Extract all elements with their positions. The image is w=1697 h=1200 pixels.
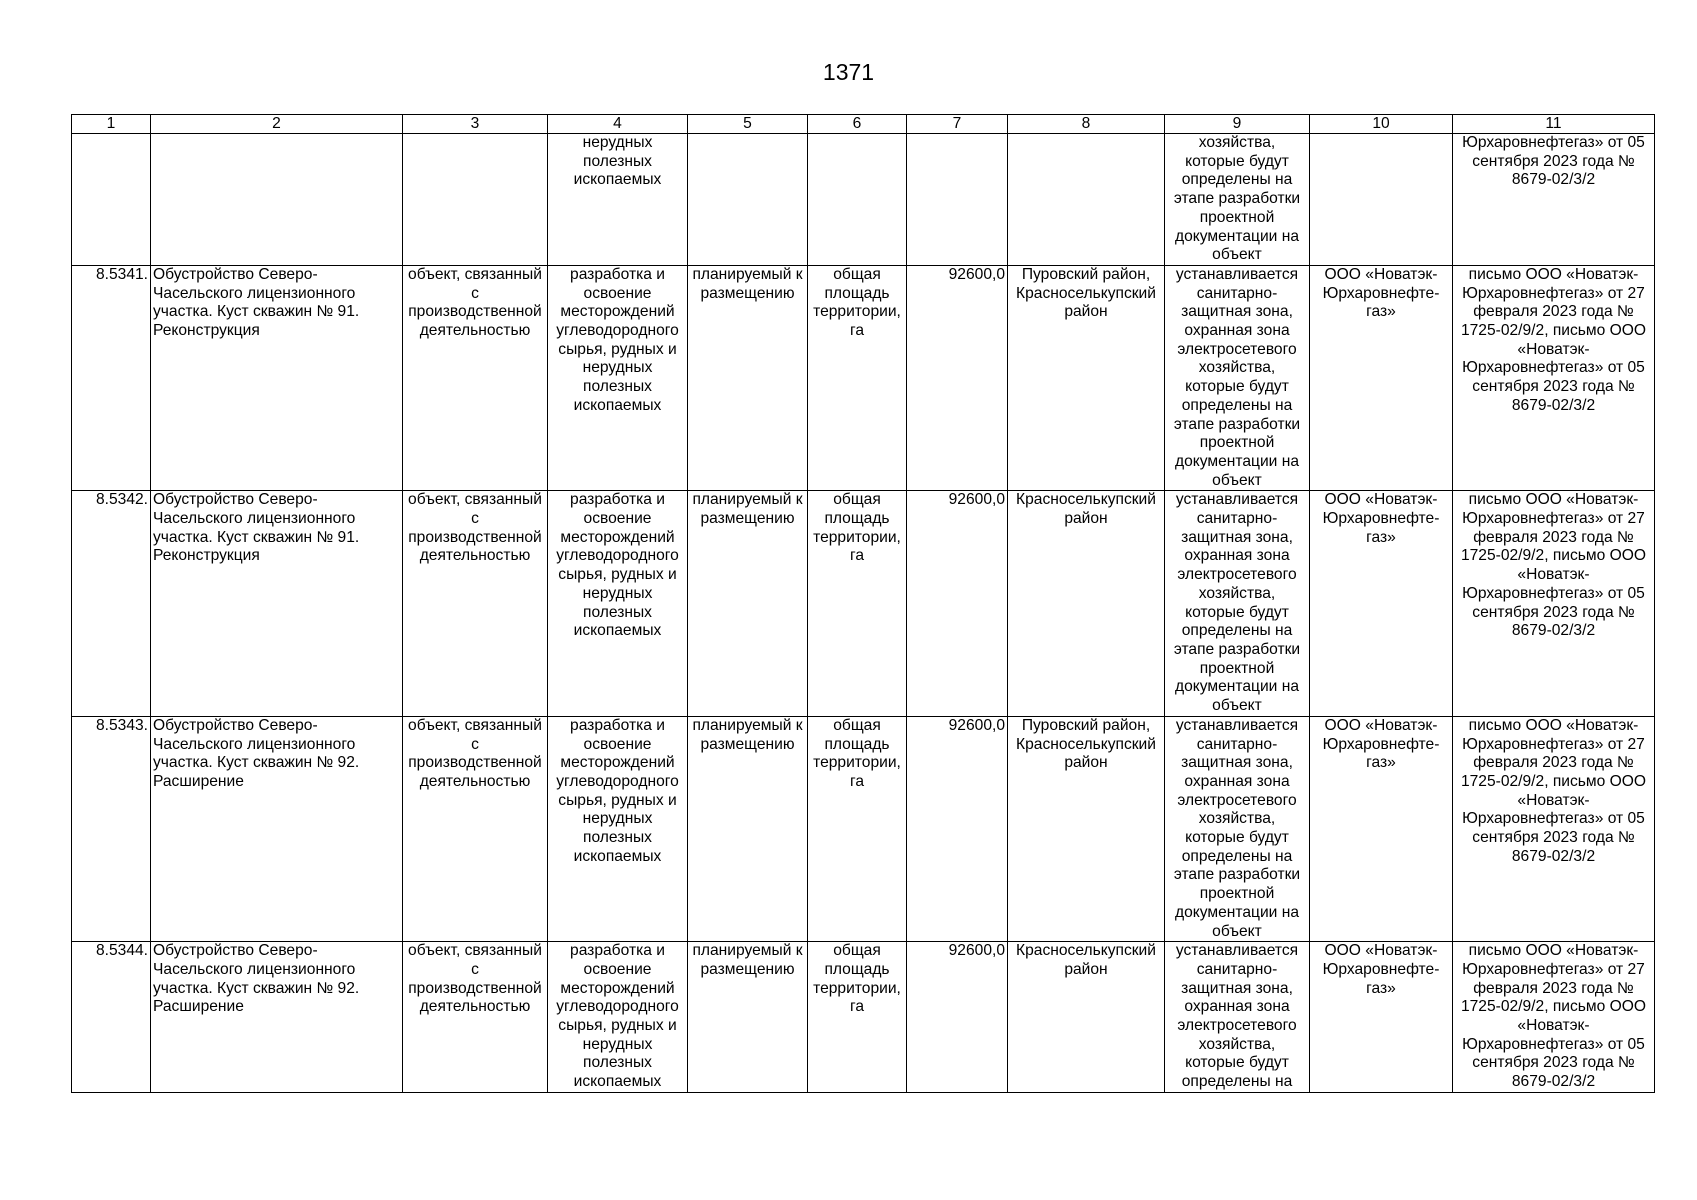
cell-value: 92600,0 [907,716,1008,941]
column-number: 7 [907,115,1008,134]
cell-object-name: Обустройство Северо-Часельского лицензионного участка. Куст скважин № 92. Расширение [151,716,403,941]
column-number: 1 [72,115,151,134]
cell-object-type: объект, связанный с производственной деятельностью [403,942,548,1093]
column-number-row [72,115,1655,134]
cell-object-type: объект, связанный с производственной деятельностью [403,491,548,716]
cell-status: планируемый к размещению [688,942,808,1093]
cell-owner: ООО «Новатэк-Юрхаровнефте-газ» [1310,491,1453,716]
table-row [72,265,1655,490]
cell-owner: ООО «Новатэк-Юрхаровнефте-газ» [1310,942,1453,1093]
continuation-row [72,134,1655,266]
cell-parameter: общая площадь территории, га [808,491,907,716]
cell-zones: хозяйства, которые будут определены на этапе разработки проектной документации на объект [1165,134,1310,266]
cell-value: 92600,0 [907,942,1008,1093]
cell-number: 8.5344. [72,942,151,1093]
cell-empty [403,134,548,266]
cell-empty [808,134,907,266]
cell-owner: ООО «Новатэк-Юрхаровнефте-газ» [1310,265,1453,490]
cell-number: 8.5341. [72,265,151,490]
page-number: 1371 [822,59,875,85]
cell-purpose: разработка и освоение месторождений углеводородного сырья, рудных и нерудных полезных ископаемых [548,491,688,716]
cell-number: 8.5343. [72,716,151,941]
cell-basis: письмо ООО «Новатэк-Юрхаровнефтегаз» от 27 февраля 2023 года № 1725-02/9/2, письмо ООО «Новатэк-Юрхаровнефтегаз» от 05 сентября 2023 года № 8679-02/3/2 [1453,491,1655,716]
cell-number: 8.5342. [72,491,151,716]
cell-basis: письмо ООО «Новатэк-Юрхаровнефтегаз» от 27 февраля 2023 года № 1725-02/9/2, письмо ООО «Новатэк-Юрхаровнефтегаз» от 05 сентября 2023 года № 8679-02/3/2 [1453,265,1655,490]
cell-status: планируемый к размещению [688,491,808,716]
cell-parameter: общая площадь территории, га [808,716,907,941]
cell-purpose: нерудных полезных ископаемых [548,134,688,266]
table-row [72,942,1655,1093]
cell-status: планируемый к размещению [688,716,808,941]
cell-zones: устанавливается санитарно-защитная зона, охранная зона электросетевого хозяйства, которые будут определены на этапе разработки проектной документации на объект [1165,716,1310,941]
cell-value: 92600,0 [907,265,1008,490]
cell-purpose: разработка и освоение месторождений углеводородного сырья, рудных и нерудных полезных ископаемых [548,716,688,941]
cell-zones: устанавливается санитарно-защитная зона, охранная зона электросетевого хозяйства, которые будут определены на [1165,942,1310,1093]
column-number: 9 [1165,115,1310,134]
table-row [72,491,1655,716]
cell-empty [907,134,1008,266]
cell-empty [1008,134,1165,266]
cell-zones: устанавливается санитарно-защитная зона, охранная зона электросетевого хозяйства, которые будут определены на этапе разработки проектной документации на объект [1165,491,1310,716]
cell-value: 92600,0 [907,491,1008,716]
cell-empty [688,134,808,266]
cell-purpose: разработка и освоение месторождений углеводородного сырья, рудных и нерудных полезных ископаемых [548,265,688,490]
cell-status: планируемый к размещению [688,265,808,490]
cell-object-type: объект, связанный с производственной деятельностью [403,716,548,941]
column-number: 8 [1008,115,1165,134]
cell-empty [72,134,151,266]
cell-location: Пуровский район, Красноселькупский район [1008,716,1165,941]
cell-location: Красноселькупский район [1008,942,1165,1093]
column-number: 6 [808,115,907,134]
cell-empty [1310,134,1453,266]
cell-location: Красноселькупский район [1008,491,1165,716]
cell-parameter: общая площадь территории, га [808,942,907,1093]
cell-owner: ООО «Новатэк-Юрхаровнефте-газ» [1310,716,1453,941]
column-number: 2 [151,115,403,134]
cell-empty [151,134,403,266]
column-number: 11 [1453,115,1655,134]
cell-location: Пуровский район, Красноселькупский район [1008,265,1165,490]
column-number: 4 [548,115,688,134]
cell-parameter: общая площадь территории, га [808,265,907,490]
cell-basis: письмо ООО «Новатэк-Юрхаровнефтегаз» от 27 февраля 2023 года № 1725-02/9/2, письмо ООО «Новатэк-Юрхаровнефтегаз» от 05 сентября 2023 года № 8679-02/3/2 [1453,716,1655,941]
cell-basis: письмо ООО «Новатэк-Юрхаровнефтегаз» от 27 февраля 2023 года № 1725-02/9/2, письмо ООО «Новатэк-Юрхаровнефтегаз» от 05 сентября 2023 года № 8679-02/3/2 [1453,942,1655,1093]
table-row [72,716,1655,941]
cell-object-name: Обустройство Северо-Часельского лицензионного участка. Куст скважин № 91. Реконструкция [151,265,403,490]
registry-table [71,114,1655,1093]
cell-basis: Юрхаровнефтегаз» от 05 сентября 2023 года № 8679-02/3/2 [1453,134,1655,266]
cell-object-name: Обустройство Северо-Часельского лицензионного участка. Куст скважин № 92. Расширение [151,942,403,1093]
cell-object-name: Обустройство Северо-Часельского лицензионного участка. Куст скважин № 91. Реконструкция [151,491,403,716]
cell-object-type: объект, связанный с производственной деятельностью [403,265,548,490]
column-number: 10 [1310,115,1453,134]
column-number: 3 [403,115,548,134]
column-number: 5 [688,115,808,134]
cell-zones: устанавливается санитарно-защитная зона, охранная зона электросетевого хозяйства, которые будут определены на этапе разработки проектной документации на объект [1165,265,1310,490]
cell-purpose: разработка и освоение месторождений углеводородного сырья, рудных и нерудных полезных ископаемых [548,942,688,1093]
